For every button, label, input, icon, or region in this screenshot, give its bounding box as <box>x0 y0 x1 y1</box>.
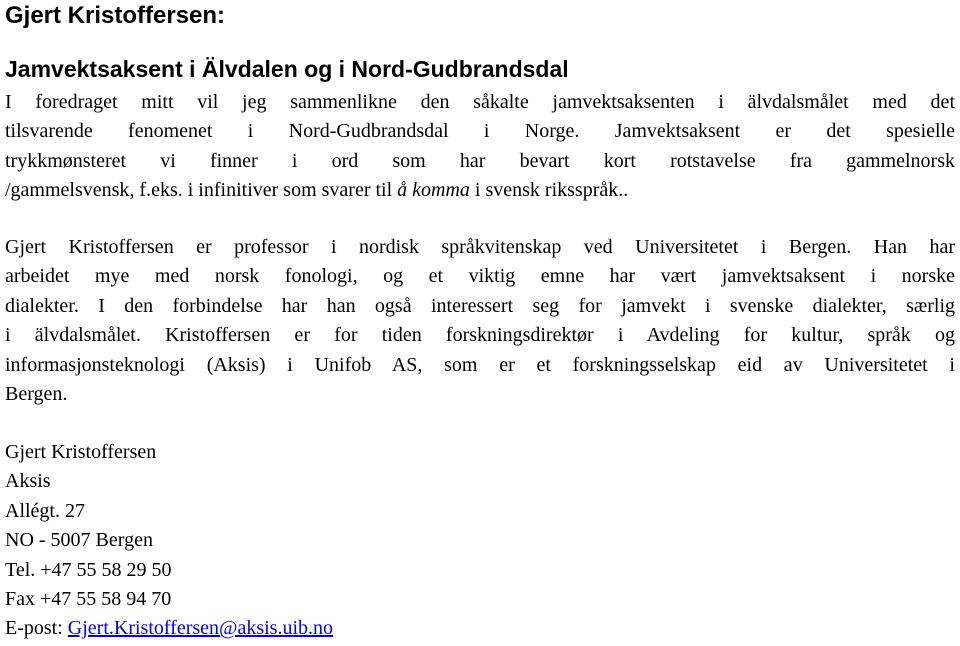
contact-org: Aksis <box>5 470 51 493</box>
abstract-line: I foredraget mitt vil jeg sammenlikne den såkalte jamvektsaksenten i älvdalsmålet med det <box>5 91 955 113</box>
abstract-line: tilsvarende fenomenet i Nord-Gudbrandsdal i Norge. Jamvektsaksent er det spesielle <box>5 120 955 143</box>
abstract-line: trykkmønsteret vi finner i ord som har bevart kort rotstavelse fra gammelnorsk <box>5 149 955 172</box>
abstract-paragraph <box>5 88 955 206</box>
abstract-italic-term: å komma <box>397 179 470 202</box>
contact-name: Gjert Kristoffersen <box>5 441 157 463</box>
abstract-last-line <box>5 176 955 205</box>
bio-line: arbeidet mye med norsk fonologi, og et viktig emne har vært jamvektsaksent i norske <box>5 265 955 288</box>
email-link[interactable]: Gjert.Kristoffersen@aksis.uib.no <box>67 617 334 640</box>
bio-line: dialekter. I den forbindelse har han også interessert seg for jamvekt i svenske dialekter, særlig <box>5 294 955 317</box>
bio-last-line: Bergen. <box>5 383 68 406</box>
contact-address <box>5 438 333 644</box>
abstract-last-text-end: i svensk riksspråk.. <box>469 179 629 202</box>
talk-title: Jamvektsaksent i Älvdalen og i Nord-Gudbrandsdal <box>5 56 569 82</box>
contact-street: Allégt. 27 <box>5 499 85 522</box>
bio-line: i älvdalsmålet. Kristoffersen er for tiden forskningsdirektør i Avdeling for kultur, språk og <box>5 324 955 347</box>
contact-fax: Fax +47 55 58 94 70 <box>5 588 172 611</box>
bio-line: Gjert Kristoffersen er professor i nordisk språkvitenskap ved Universitetet i Bergen. Han har <box>5 236 955 258</box>
author-heading: Gjert Kristoffersen: <box>5 2 226 29</box>
contact-email-line <box>5 614 333 643</box>
contact-phone: Tel. +47 55 58 29 50 <box>5 558 172 581</box>
bio-line: informasjonsteknologi (Aksis) i Unifob AS, som er et forskningsselskap eid av Universitetet i <box>5 353 955 376</box>
contact-city: NO - 5007 Bergen <box>5 529 153 552</box>
bio-paragraph <box>5 233 955 409</box>
abstract-last-text: /gammelsvensk, f.eks. i infinitiver som svarer til <box>5 179 398 202</box>
email-label: E-post: <box>5 617 68 640</box>
